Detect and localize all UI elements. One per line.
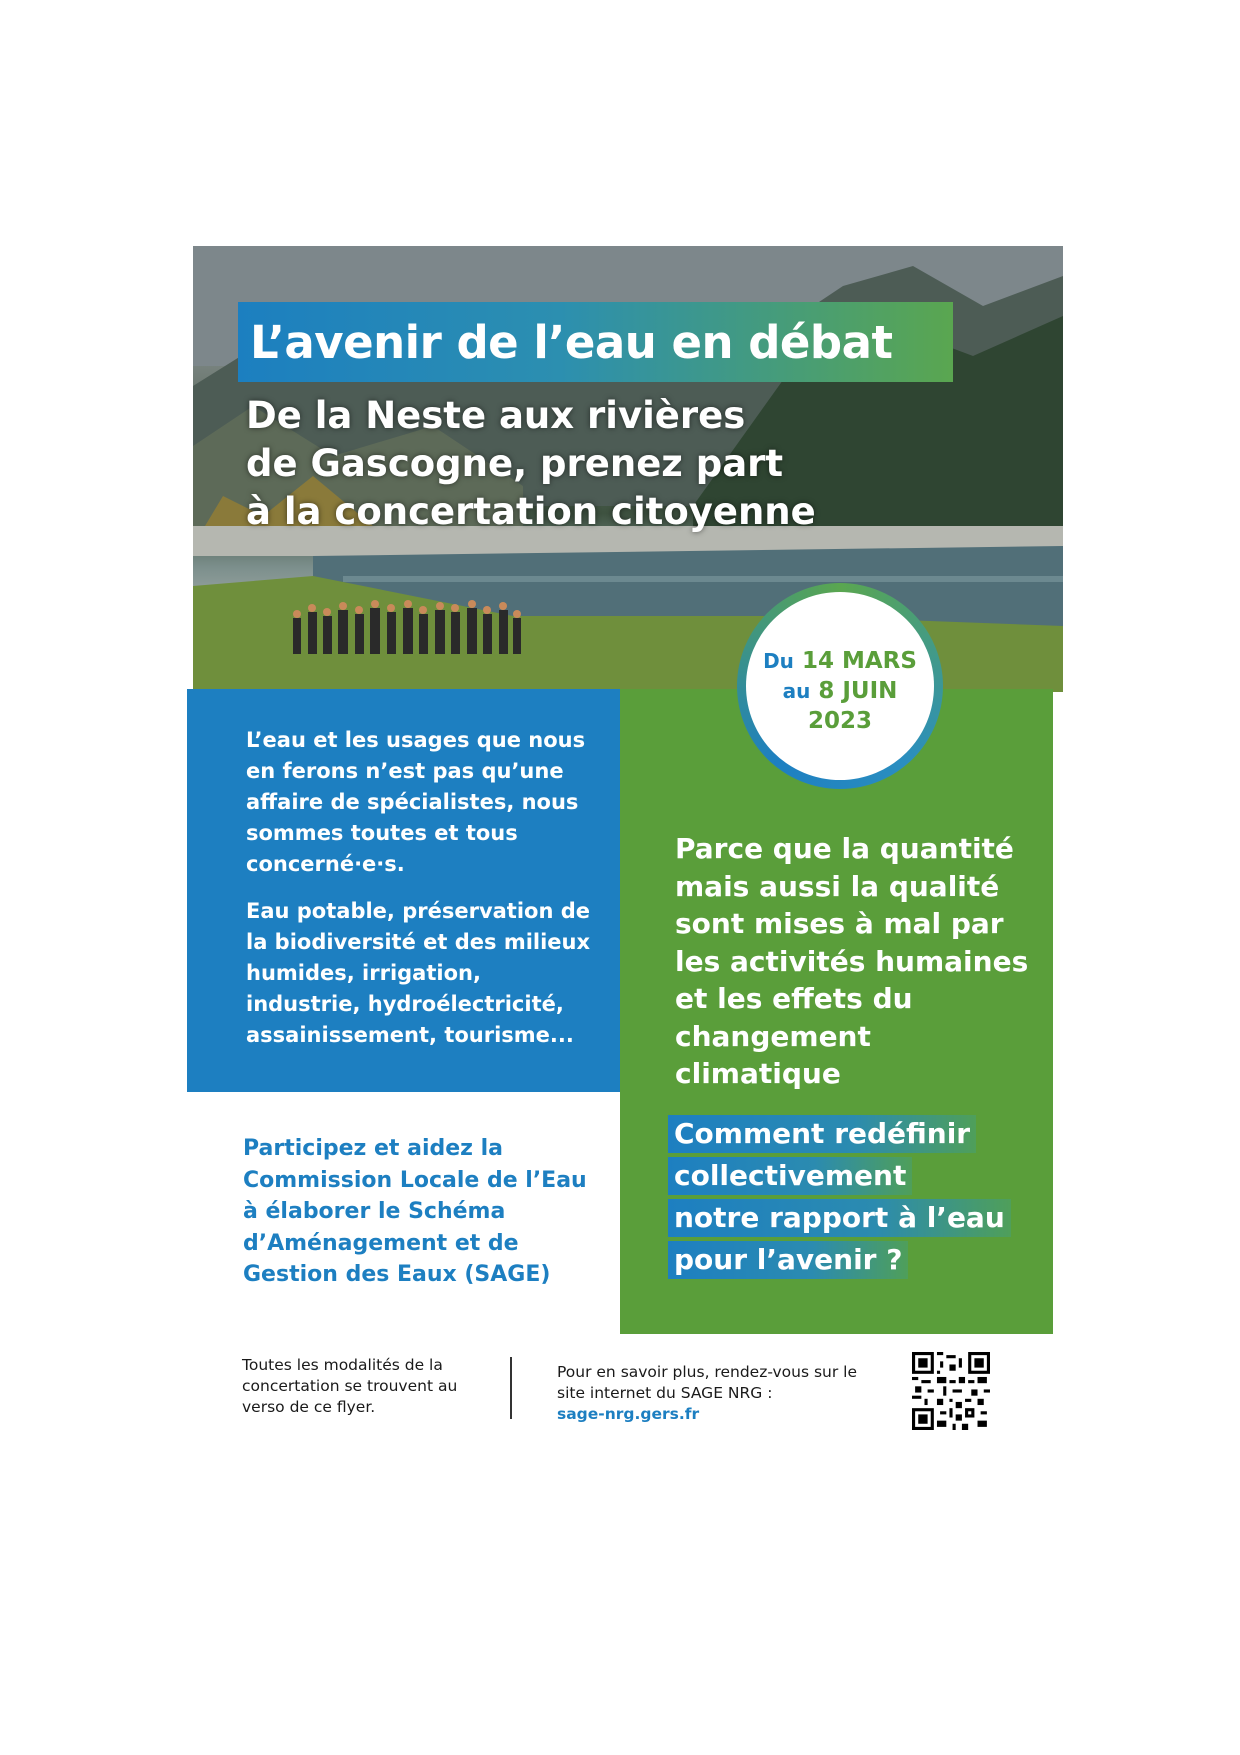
question-block [668, 1115, 1038, 1283]
page-title: L’avenir de l’eau en débat [250, 316, 893, 369]
usages-paragraph: Eau potable, préservation de la biodiversité et des milieux humides, irrigation, industrie, hydroélectricité, assainissement, tourisme... [246, 899, 591, 1047]
date-text [746, 646, 934, 736]
date-prefix-from: Du [763, 649, 794, 673]
subtitle-line: de Gascogne, prenez part [246, 442, 784, 485]
question-line: notre rapport à l’eau [668, 1199, 1011, 1237]
footer-divider [510, 1357, 512, 1419]
footer-modalities: Toutes les modalités de la concertation se trouvent au verso de ce flyer. [242, 1356, 458, 1416]
date-prefix-to: au [782, 679, 811, 703]
intro-paragraph: L’eau et les usages que nous en ferons n’est pas qu’une affaire de spécialistes, nous sommes toutes et tous concerné·e·s. [246, 728, 586, 876]
start-date: 14 MARS [801, 648, 917, 674]
blue-panel-text [246, 725, 591, 1067]
subtitle [246, 392, 886, 536]
participate-text: Participez et aidez la Commission Locale de l’Eau à élaborer le Schéma d’Aménagement et de Gestion des Eaux (SAGE) [243, 1136, 587, 1287]
year: 2023 [807, 708, 872, 734]
green-panel-text: Parce que la quantité mais aussi la qualité sont mises à mal par les activités humaines et les effets du changement climatique [675, 832, 1029, 1090]
qr-code-icon[interactable] [912, 1352, 990, 1430]
question-line: pour l’avenir ? [668, 1241, 908, 1279]
subtitle-line: à la concertation citoyenne [246, 490, 816, 533]
question-line: collectivement [668, 1157, 912, 1195]
question-line: Comment redéfinir [668, 1115, 976, 1153]
subtitle-line: De la Neste aux rivières [246, 394, 746, 437]
footer-info-text: Pour en savoir plus, rendez-vous sur le site internet du SAGE NRG : [557, 1363, 858, 1402]
end-date: 8 JUIN [818, 678, 898, 704]
website-link[interactable]: sage-nrg.gers.fr [557, 1405, 700, 1423]
footer-info [557, 1362, 877, 1425]
